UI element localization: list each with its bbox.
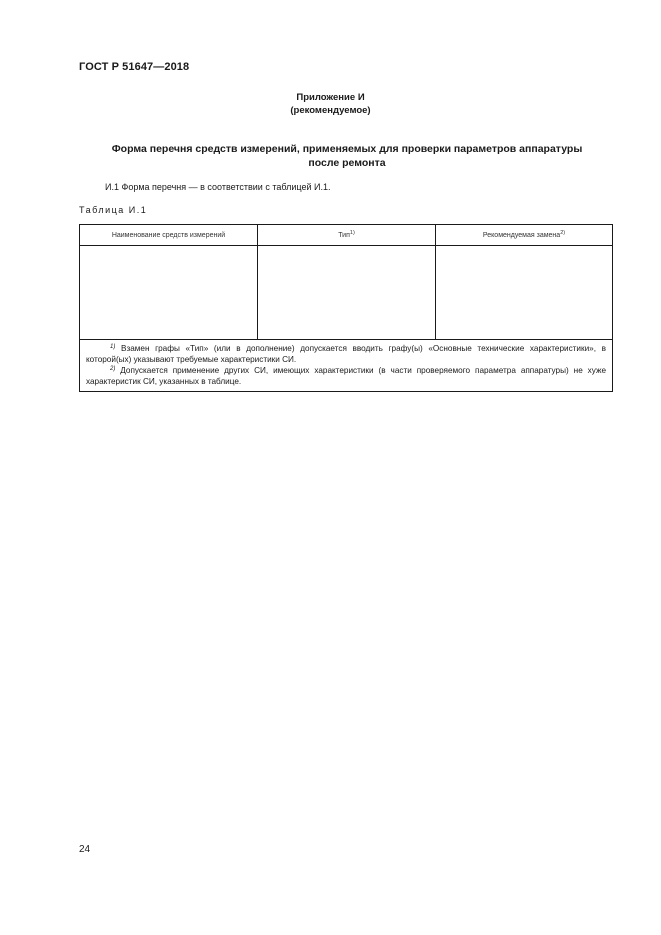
column-header-type [258, 225, 436, 245]
column-header-instrument-name [80, 225, 258, 245]
form-title [80, 142, 614, 170]
note-ref: 1) [110, 344, 116, 350]
page-number: 24 [79, 844, 91, 855]
table-notes [80, 340, 612, 387]
form-title-line-1: Форма перечня средств измерений, применяемых для проверки параметров аппаратуры [111, 143, 583, 155]
appendix-heading [0, 91, 661, 117]
table-note [86, 365, 606, 387]
table-cell-empty [436, 246, 612, 339]
table-header-row [80, 225, 612, 246]
table-caption: Таблица И.1 [79, 205, 148, 215]
column-header-recommended-replacement [436, 225, 612, 245]
note-text: Допускается применение других СИ, имеющих характеристики (в части проверяемого параметра аппаратуры) не хуже характеристик СИ, указанных в таблице. [86, 366, 606, 386]
appendix-status: (рекомендуемое) [290, 105, 371, 116]
column-header-label: Тип [338, 232, 350, 239]
table-cell-empty [80, 246, 258, 339]
note-text: Взамен графы «Тип» (или в дополнение) допускается вводить графу(ы) «Основные технические характеристики», в которой(ых) указывают требуемые характеристики СИ. [86, 344, 606, 364]
column-header-label: Наименование средств измерений [111, 232, 226, 239]
clause-text: И.1 Форма перечня — в соответствии с таблицей И.1. [105, 182, 331, 192]
note-ref: 2) [110, 366, 116, 372]
document-code: ГОСТ Р 51647—2018 [79, 61, 190, 73]
table-body-row [80, 246, 612, 340]
table-cell-empty [258, 246, 436, 339]
instruments-table [79, 224, 613, 392]
form-title-line-2: после ремонта [308, 157, 386, 169]
column-note-ref: 2) [560, 230, 566, 236]
table-note [86, 343, 606, 365]
column-note-ref: 1) [349, 230, 355, 236]
appendix-title: Приложение И [296, 92, 365, 103]
column-header-label: Рекомендуемая замена [482, 232, 561, 239]
